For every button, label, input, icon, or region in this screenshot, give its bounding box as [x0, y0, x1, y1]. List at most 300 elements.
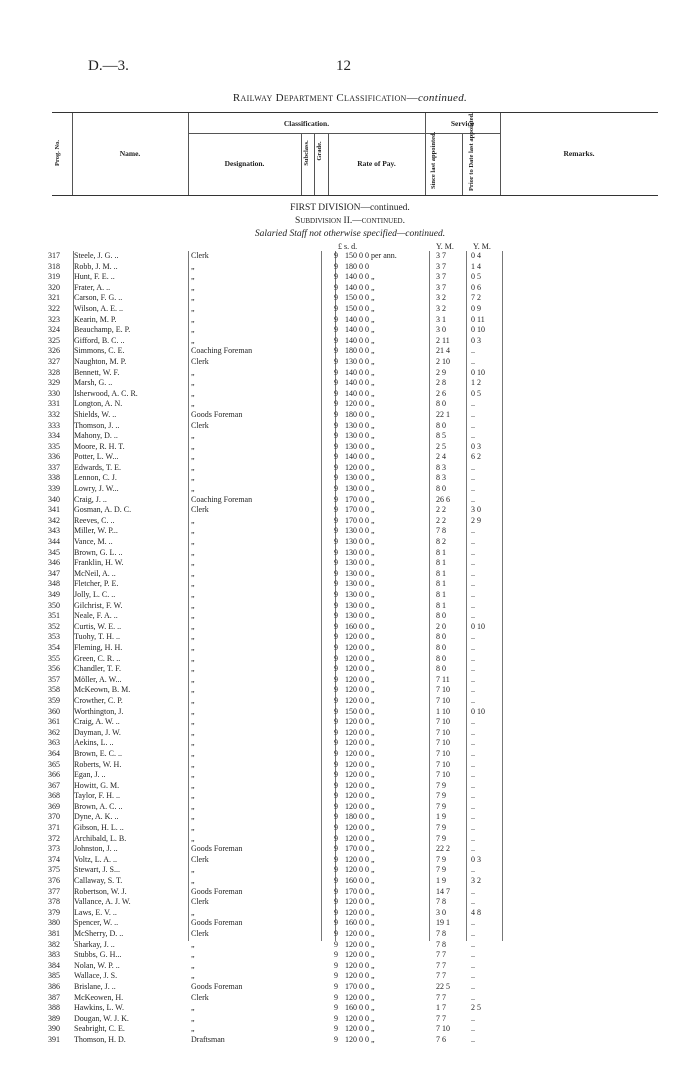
designation-cell: „: [191, 1024, 195, 1034]
prog-no-cell: 332: [48, 409, 60, 419]
prog-no-cell: 388: [48, 1003, 60, 1013]
division-heading: FIRST DIVISION—continued.: [290, 203, 410, 213]
since-cell: 7 9: [436, 801, 446, 811]
table-row: [48, 262, 688, 273]
grade-cell: 9: [334, 441, 338, 451]
page-title: Railway Department Classification—continued.: [232, 92, 468, 104]
rate-cell: 150 0 0 „: [345, 706, 375, 716]
name-cell: Brown, E. C. ..: [74, 748, 122, 758]
prog-no-cell: 391: [48, 1034, 60, 1044]
designation-cell: Goods Foreman: [191, 409, 243, 419]
grade-cell: 9: [334, 335, 338, 345]
prior-cell: ..: [471, 759, 475, 769]
header-classification: Classification.: [283, 119, 330, 128]
prog-no-cell: 373: [48, 844, 60, 854]
rate-cell: 120 0 0 „: [345, 759, 375, 769]
grade-cell: 9: [334, 939, 338, 949]
designation-cell: „: [191, 367, 195, 377]
rate-cell: 120 0 0 „: [345, 664, 375, 674]
name-cell: Reeves, C. ..: [74, 515, 115, 525]
name-cell: Wallace, J. S.: [74, 971, 118, 981]
rate-cell: 120 0 0 „: [345, 960, 375, 970]
table-row: [48, 611, 688, 622]
since-cell: 7 8: [436, 939, 446, 949]
table-row: [48, 728, 688, 739]
prior-cell: ..: [471, 886, 475, 896]
prog-no-cell: 367: [48, 780, 60, 790]
table-row: [48, 654, 688, 665]
rate-cell: 130 0 0 „: [345, 590, 375, 599]
grade-cell: 9: [334, 791, 338, 801]
prog-no-cell: 338: [48, 473, 60, 483]
table-row: [48, 378, 688, 389]
since-cell: 3 0: [436, 325, 446, 335]
prog-no-cell: 382: [48, 939, 60, 949]
name-cell: Isherwood, A. C. R.: [74, 388, 138, 398]
grade-cell: 9: [334, 484, 338, 494]
since-cell: 7 8: [436, 897, 446, 907]
prior-cell: ..: [471, 844, 475, 854]
since-cell: 1 10: [436, 706, 450, 716]
table-body: [48, 251, 688, 1046]
staff-heading: Salaried Staff not otherwise specified—continued.: [254, 229, 446, 239]
since-cell: 7 9: [436, 833, 446, 843]
designation-cell: „: [191, 653, 195, 663]
name-cell: Bennett, W. F.: [74, 367, 120, 377]
since-cell: 2 2: [436, 515, 446, 525]
since-cell: 8 1: [436, 547, 446, 557]
prog-no-cell: 358: [48, 685, 60, 695]
name-cell: Kearin, M. P.: [74, 314, 117, 324]
name-cell: Craig, A. W. ..: [74, 717, 120, 727]
prog-no-cell: 344: [48, 537, 60, 547]
designation-cell: „: [191, 293, 195, 303]
since-cell: 8 0: [436, 420, 446, 430]
since-cell: 3 2: [436, 303, 446, 313]
prior-cell: ..: [471, 950, 475, 960]
prior-cell: 0 3: [471, 854, 481, 864]
designation-cell: „: [191, 939, 195, 949]
since-cell: 7 9: [436, 791, 446, 801]
prior-cell: 4 8: [471, 907, 481, 917]
rate-cell: 180 0 0 „: [345, 812, 375, 822]
since-cell: 7 7: [436, 960, 446, 970]
name-cell: Simmons, C. E.: [74, 346, 125, 356]
rate-cell: 120 0 0 „: [345, 642, 375, 652]
grade-cell: 9: [334, 876, 338, 886]
table-row: [48, 844, 688, 855]
grade-cell: 9: [334, 992, 338, 1002]
rate-cell: 120 0 0 „: [345, 854, 375, 864]
name-cell: Gilchrist, F. W.: [74, 600, 123, 610]
name-cell: Chandler, T. F.: [74, 664, 121, 674]
table-row: [48, 632, 688, 643]
rate-cell: 160 0 0 „: [345, 1003, 375, 1013]
designation-cell: „: [191, 431, 195, 441]
prior-cell: ..: [471, 992, 475, 1002]
since-cell: 8 0: [436, 632, 446, 642]
grade-cell: 9: [334, 886, 338, 896]
header-prior: Prior to Date last appointed.: [468, 112, 475, 191]
table-row: [48, 738, 688, 749]
since-cell: 8 0: [436, 399, 446, 409]
rate-cell: 130 0 0 „: [345, 537, 375, 547]
since-cell: 8 0: [436, 611, 446, 621]
designation-cell: „: [191, 611, 195, 621]
designation-cell: Clerk: [191, 505, 209, 515]
prog-no-cell: 364: [48, 748, 60, 758]
name-cell: Carson, F. G. ..: [74, 293, 123, 303]
designation-cell: „: [191, 526, 195, 536]
since-units: Y. M.: [436, 242, 454, 251]
rate-cell: 120 0 0 „: [345, 748, 375, 758]
designation-cell: „: [191, 303, 195, 313]
rate-cell: 120 0 0 „: [345, 897, 375, 907]
prior-cell: ..: [471, 801, 475, 811]
subdivision-heading: Subdivision II.—continued.: [295, 216, 405, 226]
designation-cell: „: [191, 695, 195, 705]
prior-cell: ..: [471, 1024, 475, 1034]
header-remarks: Remarks.: [563, 149, 595, 158]
grade-cell: 9: [334, 568, 338, 578]
since-cell: 21 4: [436, 346, 450, 356]
table-row: [48, 1035, 688, 1046]
prog-no-cell: 345: [48, 547, 60, 557]
since-cell: 2 10: [436, 356, 450, 366]
table-row: [48, 802, 688, 813]
designation-cell: Clerk: [191, 992, 209, 1002]
grade-cell: 9: [334, 833, 338, 843]
rate-cell: 120 0 0 „: [345, 865, 375, 875]
rate-cell: 130 0 0 „: [345, 431, 375, 441]
prog-no-cell: 366: [48, 770, 60, 780]
table-row: [48, 717, 688, 728]
since-cell: 2 8: [436, 378, 446, 388]
grade-cell: 9: [334, 409, 338, 419]
name-cell: Johnston, J. ..: [74, 844, 118, 854]
table-row: [48, 1014, 688, 1025]
rate-cell: 120 0 0 „: [345, 674, 375, 684]
prog-no-cell: 368: [48, 791, 60, 801]
prior-cell: ..: [471, 960, 475, 970]
since-cell: 8 1: [436, 558, 446, 568]
grade-cell: 9: [334, 494, 338, 504]
name-cell: Brown, G. L. ..: [74, 547, 123, 557]
since-cell: 7 6: [436, 1034, 446, 1044]
designation-cell: „: [191, 717, 195, 727]
grade-cell: 9: [334, 579, 338, 589]
since-cell: 3 0: [436, 907, 446, 917]
prog-no-cell: 349: [48, 590, 60, 599]
name-cell: Marsh, G. ..: [74, 378, 113, 388]
table-row: [48, 389, 688, 400]
rate-cell: 120 0 0 „: [345, 462, 375, 472]
prior-cell: ..: [471, 812, 475, 822]
designation-cell: „: [191, 876, 195, 886]
prog-no-cell: 375: [48, 865, 60, 875]
prior-units: Y. M.: [473, 242, 491, 251]
grade-cell: 9: [334, 653, 338, 663]
table-row: [48, 961, 688, 972]
grade-cell: 9: [334, 420, 338, 430]
rate-cell: 120 0 0 „: [345, 907, 375, 917]
since-cell: 3 7: [436, 282, 446, 292]
prog-no-cell: 333: [48, 420, 60, 430]
prog-no-cell: 330: [48, 388, 60, 398]
designation-cell: „: [191, 600, 195, 610]
designation-cell: „: [191, 801, 195, 811]
since-cell: 7 7: [436, 992, 446, 1002]
table-row: [48, 675, 688, 686]
header-designation: Designation.: [224, 159, 265, 168]
rate-cell: 170 0 0 „: [345, 494, 375, 504]
grade-cell: 9: [334, 303, 338, 313]
rate-cell: 120 0 0 „: [345, 950, 375, 960]
grade-cell: 9: [334, 727, 338, 737]
table-row: [48, 707, 688, 718]
name-cell: McKeown, B. M.: [74, 685, 131, 695]
table-row: [48, 452, 688, 463]
rate-cell: 180 0 0: [345, 261, 369, 271]
name-cell: Dougan, W. J. K.: [74, 1013, 129, 1023]
prior-cell: ..: [471, 823, 475, 833]
rate-cell: 120 0 0 „: [345, 971, 375, 981]
table-row: [48, 283, 688, 294]
table-row: [48, 495, 688, 506]
prog-no-cell: 379: [48, 907, 60, 917]
grade-cell: 9: [334, 590, 338, 599]
since-cell: 8 5: [436, 431, 446, 441]
name-cell: Dyne, A. K. ..: [74, 812, 119, 822]
since-cell: 7 9: [436, 780, 446, 790]
designation-cell: „: [191, 759, 195, 769]
rate-cell: 150 0 0 „: [345, 293, 375, 303]
prior-cell: 0 5: [471, 388, 481, 398]
rate-cell: 120 0 0 „: [345, 1034, 375, 1044]
rate-cell: 140 0 0 „: [345, 388, 375, 398]
rate-cell: 130 0 0 „: [345, 420, 375, 430]
since-cell: 3 2: [436, 293, 446, 303]
rate-cell: 140 0 0 „: [345, 272, 375, 282]
rate-cell: 120 0 0 „: [345, 801, 375, 811]
rate-cell: 140 0 0 „: [345, 367, 375, 377]
prior-cell: 1 2: [471, 378, 481, 388]
prior-cell: ..: [471, 717, 475, 727]
grade-cell: 9: [334, 367, 338, 377]
table-row: [48, 399, 688, 410]
designation-cell: Goods Foreman: [191, 844, 243, 854]
name-cell: Frater, A. ..: [74, 282, 111, 292]
prog-no-cell: 329: [48, 378, 60, 388]
designation-cell: „: [191, 738, 195, 748]
table-row: [48, 548, 688, 559]
designation-cell: „: [191, 621, 195, 631]
rate-cell: 160 0 0 „: [345, 876, 375, 886]
since-cell: 3 7: [436, 261, 446, 271]
grade-cell: 9: [334, 378, 338, 388]
since-cell: 7 10: [436, 748, 450, 758]
prog-no-cell: 378: [48, 897, 60, 907]
table-row: [48, 950, 688, 961]
header-prog-no: Prog. No.: [54, 139, 61, 167]
prior-cell: ..: [471, 685, 475, 695]
prog-no-cell: 346: [48, 558, 60, 568]
since-cell: 14 7: [436, 886, 450, 896]
prior-cell: ..: [471, 833, 475, 843]
designation-cell: „: [191, 748, 195, 758]
prior-cell: ..: [471, 494, 475, 504]
since-cell: 1 9: [436, 876, 446, 886]
prog-no-cell: 371: [48, 823, 60, 833]
name-cell: McSherry, D. ..: [74, 929, 124, 938]
header-since: Since last appointed.: [430, 131, 437, 189]
table-row: [48, 918, 688, 929]
table-row: [48, 484, 688, 495]
grade-cell: 9: [334, 293, 338, 303]
since-cell: 7 10: [436, 685, 450, 695]
designation-cell: Clerk: [191, 420, 209, 430]
since-cell: 7 10: [436, 695, 450, 705]
table-row: [48, 590, 688, 601]
grade-cell: 9: [334, 981, 338, 991]
designation-cell: „: [191, 462, 195, 472]
since-cell: 8 2: [436, 537, 446, 547]
prior-cell: ..: [471, 547, 475, 557]
header-grade: Grade.: [316, 141, 323, 161]
designation-cell: Coaching Foreman: [191, 494, 253, 504]
prog-no-cell: 351: [48, 611, 60, 621]
name-cell: Neale, F. A. ..: [74, 611, 118, 621]
since-cell: 7 7: [436, 971, 446, 981]
title-cont: continued.: [417, 92, 468, 104]
table-row: [48, 876, 688, 887]
rate-cell: 130 0 0 „: [345, 441, 375, 451]
prior-cell: ..: [471, 780, 475, 790]
table-row: [48, 971, 688, 982]
designation-cell: Goods Foreman: [191, 886, 243, 896]
name-cell: McKeowen, H.: [74, 992, 124, 1002]
name-cell: Robertson, W. J.: [74, 886, 127, 896]
prog-no-cell: 384: [48, 960, 60, 970]
rate-cell: 120 0 0 „: [345, 939, 375, 949]
rate-cell: 170 0 0 „: [345, 844, 375, 854]
prog-no-cell: 357: [48, 674, 60, 684]
prior-cell: ..: [471, 1013, 475, 1023]
prog-no-cell: 324: [48, 325, 60, 335]
table-row: [48, 505, 688, 516]
since-cell: 1 7: [436, 1003, 446, 1013]
name-cell: Brislane, J. ..: [74, 981, 116, 991]
prior-cell: 0 3: [471, 441, 481, 451]
designation-cell: „: [191, 537, 195, 547]
table-row: [48, 749, 688, 760]
since-cell: 7 9: [436, 865, 446, 875]
name-cell: Crowther, C. P.: [74, 695, 123, 705]
designation-cell: „: [191, 272, 195, 282]
prior-cell: ..: [471, 568, 475, 578]
since-cell: 7 9: [436, 854, 446, 864]
prog-no-cell: 342: [48, 515, 60, 525]
grade-cell: 9: [334, 1003, 338, 1013]
prog-no-cell: 374: [48, 854, 60, 864]
grade-cell: 9: [334, 865, 338, 875]
table-row: [48, 516, 688, 527]
table-row: [48, 537, 688, 548]
rate-cell: 120 0 0 „: [345, 727, 375, 737]
rate-cell: 120 0 0 „: [345, 717, 375, 727]
grade-cell: 9: [334, 960, 338, 970]
header-rate: Rate of Pay.: [357, 159, 396, 168]
prior-cell: 2 9: [471, 515, 481, 525]
prior-cell: ..: [471, 558, 475, 568]
table-row: [48, 368, 688, 379]
since-cell: 7 8: [436, 929, 446, 938]
designation-cell: Goods Foreman: [191, 918, 243, 928]
rate-cell: 130 0 0 „: [345, 611, 375, 621]
rate-cell: 140 0 0 „: [345, 378, 375, 388]
prior-cell: ..: [471, 971, 475, 981]
designation-cell: Clerk: [191, 929, 209, 938]
prior-cell: ..: [471, 1034, 475, 1044]
designation-cell: „: [191, 664, 195, 674]
grade-cell: 9: [334, 547, 338, 557]
table-header: [52, 112, 658, 196]
rate-cell: 120 0 0 „: [345, 685, 375, 695]
prog-no-cell: 361: [48, 717, 60, 727]
grade-cell: 9: [334, 695, 338, 705]
name-cell: Aekins, L. ..: [74, 738, 114, 748]
name-cell: Stewart, J. S...: [74, 865, 120, 875]
header-subclass: Subclass.: [303, 140, 310, 166]
since-cell: 3 7: [436, 251, 446, 260]
rate-cell: 180 0 0 „: [345, 409, 375, 419]
rate-cell: 120 0 0 „: [345, 1024, 375, 1034]
prog-no-cell: 328: [48, 367, 60, 377]
prior-cell: 0 10: [471, 325, 485, 335]
designation-cell: „: [191, 1003, 195, 1013]
prior-cell: ..: [471, 431, 475, 441]
table-row: [48, 982, 688, 993]
since-cell: 7 7: [436, 950, 446, 960]
table-row: [48, 558, 688, 569]
prior-cell: ..: [471, 420, 475, 430]
name-cell: Taylor, F. H. ..: [74, 791, 121, 801]
prog-no-cell: 363: [48, 738, 60, 748]
designation-cell: „: [191, 547, 195, 557]
rate-cell: 130 0 0 „: [345, 356, 375, 366]
grade-cell: 9: [334, 664, 338, 674]
table-row: [48, 336, 688, 347]
since-cell: 22 2: [436, 844, 450, 854]
prior-cell: ..: [471, 590, 475, 599]
name-cell: Thomson, J. ..: [74, 420, 120, 430]
designation-cell: „: [191, 484, 195, 494]
since-cell: 7 11: [436, 674, 450, 684]
designation-cell: „: [191, 632, 195, 642]
table-row: [48, 431, 688, 442]
since-cell: 7 7: [436, 1013, 446, 1023]
table-row: [48, 823, 688, 834]
prog-no-cell: 353: [48, 632, 60, 642]
grade-cell: 9: [334, 897, 338, 907]
table-row: [48, 410, 688, 421]
grade-cell: 9: [334, 674, 338, 684]
prog-no-cell: 359: [48, 695, 60, 705]
grade-cell: 9: [334, 801, 338, 811]
since-cell: 19 1: [436, 918, 450, 928]
since-cell: 8 1: [436, 579, 446, 589]
name-cell: Tuohy, T. H. ..: [74, 632, 121, 642]
